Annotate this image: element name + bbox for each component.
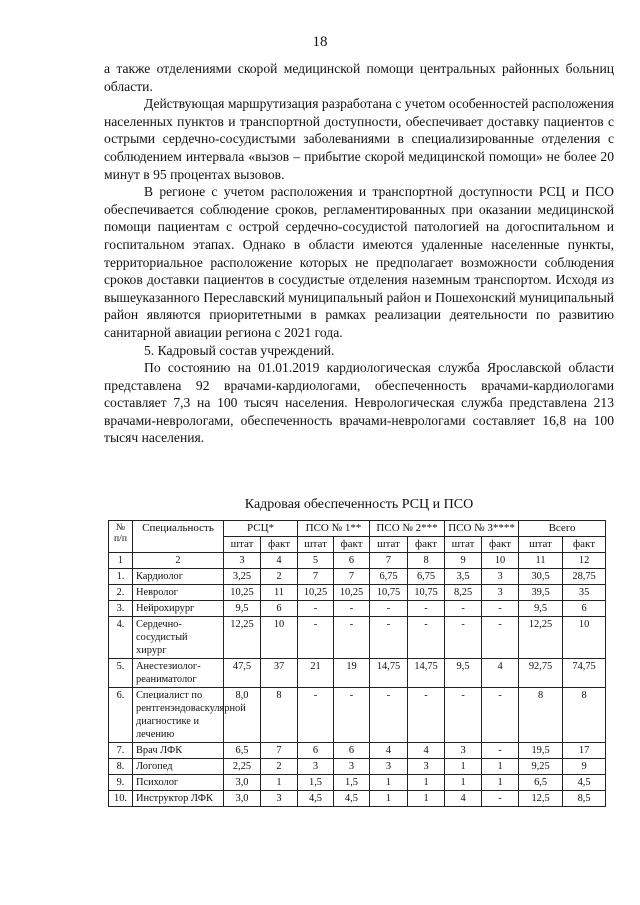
table-header-row xyxy=(109,521,606,537)
table-row xyxy=(109,759,606,775)
table-cell: - xyxy=(334,617,370,659)
table-cell: 3 xyxy=(482,569,519,585)
header-shtat: штат xyxy=(519,537,563,553)
table-cell: 8,5 xyxy=(563,791,606,807)
paragraph: Действующая маршрутизация разработана с учетом особенностей расположения населенных пунктов и транспортной доступности, обеспечивает доставку пациентов с острыми сердечно-сосудистыми заболеваниями в специализированные отделения с соблюдением интервала «вызов – прибытие скорой медицинской помощи» не более 20 минут в 95 процентах вызовов. xyxy=(104,96,614,182)
header-number: № п/п xyxy=(109,521,133,553)
table-cell: - xyxy=(334,601,370,617)
table-cell: 1 xyxy=(482,759,519,775)
table-cell: 37 xyxy=(261,659,298,688)
table-cell: 12,25 xyxy=(519,617,563,659)
table-cell: 3,0 xyxy=(224,775,261,791)
table-cell: 3 xyxy=(408,759,445,775)
row-number: 7. xyxy=(109,743,133,759)
table-cell: 19,5 xyxy=(519,743,563,759)
table-cell: 12,25 xyxy=(224,617,261,659)
specialty-name: Логопед xyxy=(133,759,224,775)
table-cell: 7 xyxy=(334,569,370,585)
table-cell: 17 xyxy=(563,743,606,759)
row-number: 5. xyxy=(109,659,133,688)
table-cell: 10,25 xyxy=(334,585,370,601)
header-specialty: Специальность xyxy=(133,521,224,553)
header-shtat: штат xyxy=(445,537,482,553)
header-group-pso3: ПСО № 3**** xyxy=(445,521,519,537)
column-index: 5 xyxy=(298,553,334,569)
table-cell: 12,5 xyxy=(519,791,563,807)
table-cell: 6 xyxy=(334,743,370,759)
table-cell: - xyxy=(298,688,334,743)
header-fakt: факт xyxy=(261,537,298,553)
table-cell: 19 xyxy=(334,659,370,688)
table-cell: 9,5 xyxy=(445,659,482,688)
table-cell: - xyxy=(370,601,408,617)
header-group-pso1: ПСО № 1** xyxy=(298,521,370,537)
specialty-name: Инструктор ЛФК xyxy=(133,791,224,807)
table-cell: 9,5 xyxy=(519,601,563,617)
header-group-rsc: РСЦ* xyxy=(224,521,298,537)
table-cell: 21 xyxy=(298,659,334,688)
table-cell: 2,25 xyxy=(224,759,261,775)
table-cell: 1 xyxy=(370,791,408,807)
table-cell: 10,75 xyxy=(408,585,445,601)
table-cell: 39,5 xyxy=(519,585,563,601)
table-cell: 10,25 xyxy=(224,585,261,601)
column-index: 7 xyxy=(370,553,408,569)
table-row xyxy=(109,688,606,743)
table-cell: 3 xyxy=(445,743,482,759)
table-cell: 6,5 xyxy=(519,775,563,791)
specialty-name: Нейрохирург xyxy=(133,601,224,617)
table-cell: 6,75 xyxy=(370,569,408,585)
table-row xyxy=(109,617,606,659)
table-cell: 14,75 xyxy=(408,659,445,688)
table-caption: Кадровая обеспеченность РСЦ и ПСО xyxy=(244,497,474,512)
table-cell: - xyxy=(482,617,519,659)
paragraph: а также отделениями скорой медицинской помощи центральных районных больниц области. xyxy=(104,61,614,94)
table-cell: 4,5 xyxy=(334,791,370,807)
table-cell: 28,75 xyxy=(563,569,606,585)
table-cell: 3 xyxy=(370,759,408,775)
table-row xyxy=(109,569,606,585)
table-cell: - xyxy=(482,743,519,759)
row-number: 2. xyxy=(109,585,133,601)
table-body xyxy=(109,569,606,807)
table-cell: 92,75 xyxy=(519,659,563,688)
table-cell: 14,75 xyxy=(370,659,408,688)
column-index: 9 xyxy=(445,553,482,569)
table-cell: 1,5 xyxy=(298,775,334,791)
table-cell: 1 xyxy=(445,775,482,791)
table-cell: 7 xyxy=(261,743,298,759)
table-cell: 7 xyxy=(298,569,334,585)
specialty-name: Специалист по рентгенэндоваскулярной диагностике и лечению xyxy=(133,688,224,743)
specialty-name: Анестезиолог-реаниматолог xyxy=(133,659,224,688)
table-cell: 74,75 xyxy=(563,659,606,688)
row-number: 3. xyxy=(109,601,133,617)
header-shtat: штат xyxy=(224,537,261,553)
row-number: 8. xyxy=(109,759,133,775)
table-cell: 4 xyxy=(370,743,408,759)
table-cell: - xyxy=(298,617,334,659)
table-cell: 4,5 xyxy=(298,791,334,807)
table-cell: 8,0 xyxy=(224,688,261,743)
table-cell: 1 xyxy=(482,775,519,791)
table-cell: - xyxy=(298,601,334,617)
column-index: 3 xyxy=(224,553,261,569)
paragraph: 5. Кадровый состав учреждений. xyxy=(144,342,335,358)
table-cell: 9 xyxy=(563,759,606,775)
table-index-row xyxy=(109,553,606,569)
row-number: 4. xyxy=(109,617,133,659)
header-fakt: факт xyxy=(334,537,370,553)
body-text xyxy=(104,60,614,447)
table-cell: 3,25 xyxy=(224,569,261,585)
table-cell: - xyxy=(445,688,482,743)
table-cell: - xyxy=(482,688,519,743)
table-cell: 8 xyxy=(519,688,563,743)
table-cell: 6 xyxy=(563,601,606,617)
header-shtat: штат xyxy=(370,537,408,553)
table-cell: 4 xyxy=(408,743,445,759)
page-number: 18 xyxy=(312,34,328,50)
column-index: 10 xyxy=(482,553,519,569)
table-cell: 10,25 xyxy=(298,585,334,601)
table-row xyxy=(109,585,606,601)
header-fakt: факт xyxy=(482,537,519,553)
table-row xyxy=(109,743,606,759)
table-cell: - xyxy=(445,601,482,617)
specialty-name: Невролог xyxy=(133,585,224,601)
table-cell: 11 xyxy=(261,585,298,601)
paragraph: По состоянию на 01.01.2019 кардиологическая служба Ярославской области представлена 92 врачами-кардиологами, обеспеченность врачами-кардиологами составляет 7,3 на 100 тысяч населения. Неврологическая служба представлена 213 врачами-неврологами, обеспеченность врачами-неврологами составляет 16,8 на 100 тысяч населения. xyxy=(104,360,614,446)
table-cell: 3,5 xyxy=(445,569,482,585)
row-number: 9. xyxy=(109,775,133,791)
table-cell: 8,25 xyxy=(445,585,482,601)
table-cell: - xyxy=(408,601,445,617)
table-cell: - xyxy=(334,688,370,743)
table-cell: 4,5 xyxy=(563,775,606,791)
table-cell: 3 xyxy=(482,585,519,601)
header-group-pso2: ПСО № 2*** xyxy=(370,521,445,537)
staffing-table xyxy=(108,520,606,807)
table-cell: 6,5 xyxy=(224,743,261,759)
table-cell: - xyxy=(408,617,445,659)
table-cell: 8 xyxy=(563,688,606,743)
table-cell: 1 xyxy=(408,775,445,791)
column-index: 11 xyxy=(519,553,563,569)
column-index: 4 xyxy=(261,553,298,569)
table-cell: 3 xyxy=(334,759,370,775)
column-index: 1 xyxy=(109,553,133,569)
column-index: 8 xyxy=(408,553,445,569)
table-cell: 1 xyxy=(370,775,408,791)
table-cell: 10 xyxy=(563,617,606,659)
table-cell: 3 xyxy=(261,791,298,807)
table-cell: - xyxy=(370,617,408,659)
table-cell: 10 xyxy=(261,617,298,659)
table-cell: 9,25 xyxy=(519,759,563,775)
table-cell: 6 xyxy=(298,743,334,759)
specialty-name: Сердечно-сосудистый хирург xyxy=(133,617,224,659)
table-cell: 6 xyxy=(261,601,298,617)
row-number: 10. xyxy=(109,791,133,807)
table-cell: 1 xyxy=(445,759,482,775)
table-cell: 2 xyxy=(261,569,298,585)
table-row xyxy=(109,791,606,807)
specialty-name: Врач ЛФК xyxy=(133,743,224,759)
table-row xyxy=(109,775,606,791)
table-cell: 4 xyxy=(482,659,519,688)
column-index: 12 xyxy=(563,553,606,569)
header-shtat: штат xyxy=(298,537,334,553)
table-cell: - xyxy=(370,688,408,743)
table-cell: 9,5 xyxy=(224,601,261,617)
specialty-name: Кардиолог xyxy=(133,569,224,585)
table-cell: 3 xyxy=(298,759,334,775)
table-cell: - xyxy=(445,617,482,659)
header-group-total: Всего xyxy=(519,521,606,537)
table-cell: 10,75 xyxy=(370,585,408,601)
table-cell: 1,5 xyxy=(334,775,370,791)
table-cell: 30,5 xyxy=(519,569,563,585)
column-index: 2 xyxy=(133,553,224,569)
column-index: 6 xyxy=(334,553,370,569)
table-cell: - xyxy=(482,601,519,617)
table-cell: 4 xyxy=(445,791,482,807)
table-cell: - xyxy=(482,791,519,807)
table-cell: 47,5 xyxy=(224,659,261,688)
table-row xyxy=(109,659,606,688)
header-fakt: факт xyxy=(563,537,606,553)
table-cell: - xyxy=(408,688,445,743)
table-row xyxy=(109,601,606,617)
row-number: 6. xyxy=(109,688,133,743)
table-cell: 35 xyxy=(563,585,606,601)
table-cell: 8 xyxy=(261,688,298,743)
paragraph: В регионе с учетом расположения и транспортной доступности РСЦ и ПСО обеспечивается соблюдение сроков, регламентированных при оказании медицинской помощи пациентам с острой сердечно-сосудистой патологией на догоспитальном и госпитальном этапах. Однако в области имеются удаленные населенные пункты, территориальное расположение которых не предполагает возможности соблюдения сроков доставки пациентов в сосудистые отделения наземным транспортом. Исходя из вышеуказанного Переславский муниципальный район и Пошехонский муниципальный район являются приоритетными в рамках реализации деятельности по развитию санитарной авиации региона с 2021 года. xyxy=(104,184,614,340)
row-number: 1. xyxy=(109,569,133,585)
table-cell: 1 xyxy=(261,775,298,791)
table-cell: 2 xyxy=(261,759,298,775)
table-cell: 6,75 xyxy=(408,569,445,585)
specialty-name: Психолог xyxy=(133,775,224,791)
table-cell: 3,0 xyxy=(224,791,261,807)
table-cell: 1 xyxy=(408,791,445,807)
header-fakt: факт xyxy=(408,537,445,553)
